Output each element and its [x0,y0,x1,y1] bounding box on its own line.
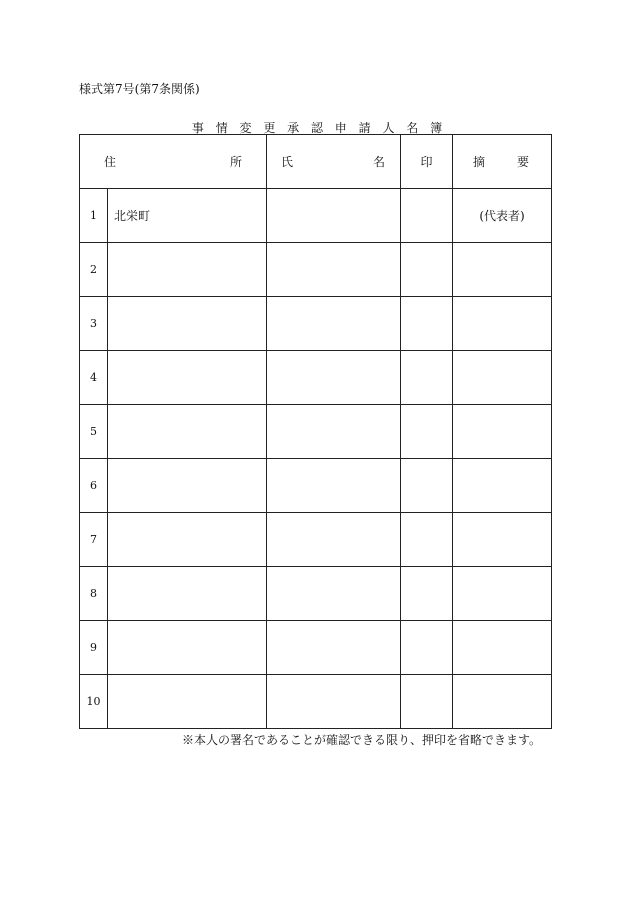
name-header [267,135,401,189]
address-cell [108,513,267,567]
remarks-cell [453,297,552,351]
address-cell: 北栄町 [108,189,267,243]
name-cell [267,567,401,621]
name-cell [267,675,401,729]
name-header-left: 氏 [281,155,294,169]
seal-cell [401,567,453,621]
remarks-cell [453,243,552,297]
name-cell [267,459,401,513]
address-header [80,135,267,189]
row-number: 1 [80,189,108,243]
seal-cell [401,189,453,243]
remarks-cell [453,513,552,567]
form-number-label: 様式第7号(第7条関係) [79,82,200,96]
table-row [80,513,552,567]
row-number: 4 [80,351,108,405]
seal-header: 印 [401,135,453,189]
name-cell [267,243,401,297]
row-number: 9 [80,621,108,675]
remarks-cell [453,621,552,675]
address-cell [108,297,267,351]
row-number: 7 [80,513,108,567]
seal-cell [401,675,453,729]
remarks-cell [453,405,552,459]
seal-cell [401,405,453,459]
name-cell [267,189,401,243]
row-number: 5 [80,405,108,459]
seal-cell [401,297,453,351]
row-number: 3 [80,297,108,351]
remarks-cell [453,567,552,621]
address-cell [108,621,267,675]
address-header-right: 所 [229,155,242,169]
row-number: 6 [80,459,108,513]
table-row [80,621,552,675]
seal-cell [401,513,453,567]
address-header-left: 住 [104,155,117,169]
table-row [80,243,552,297]
table-row [80,675,552,729]
seal-cell [401,243,453,297]
remarks-cell [453,459,552,513]
remarks-cell: (代表者) [453,189,552,243]
document-title: 事 情 変 更 承 認 申 請 人 名 簿 [191,121,447,135]
table-row [80,459,552,513]
name-cell [267,513,401,567]
name-cell [267,297,401,351]
table-row [80,405,552,459]
seal-cell [401,621,453,675]
applicant-registry-table [79,134,552,729]
address-cell [108,405,267,459]
address-cell [108,459,267,513]
table-row [80,351,552,405]
remarks-cell [453,675,552,729]
address-cell [108,351,267,405]
remarks-cell [453,351,552,405]
row-number: 8 [80,567,108,621]
remarks-header [453,135,552,189]
table-row [80,297,552,351]
name-cell [267,405,401,459]
name-cell [267,621,401,675]
address-cell [108,567,267,621]
table-header-row [80,135,552,189]
table-row [80,567,552,621]
remarks-header-left: 摘 [473,155,486,169]
row-number: 10 [80,675,108,729]
address-cell [108,675,267,729]
footnote: ※本人の署名であることが確認できる限り、押印を省略できます。 [181,733,541,747]
remarks-header-right: 要 [516,155,529,169]
name-header-right: 名 [372,155,385,169]
name-cell [267,351,401,405]
row-number: 2 [80,243,108,297]
address-cell [108,243,267,297]
seal-cell [401,459,453,513]
seal-cell [401,351,453,405]
table-row [80,189,552,243]
